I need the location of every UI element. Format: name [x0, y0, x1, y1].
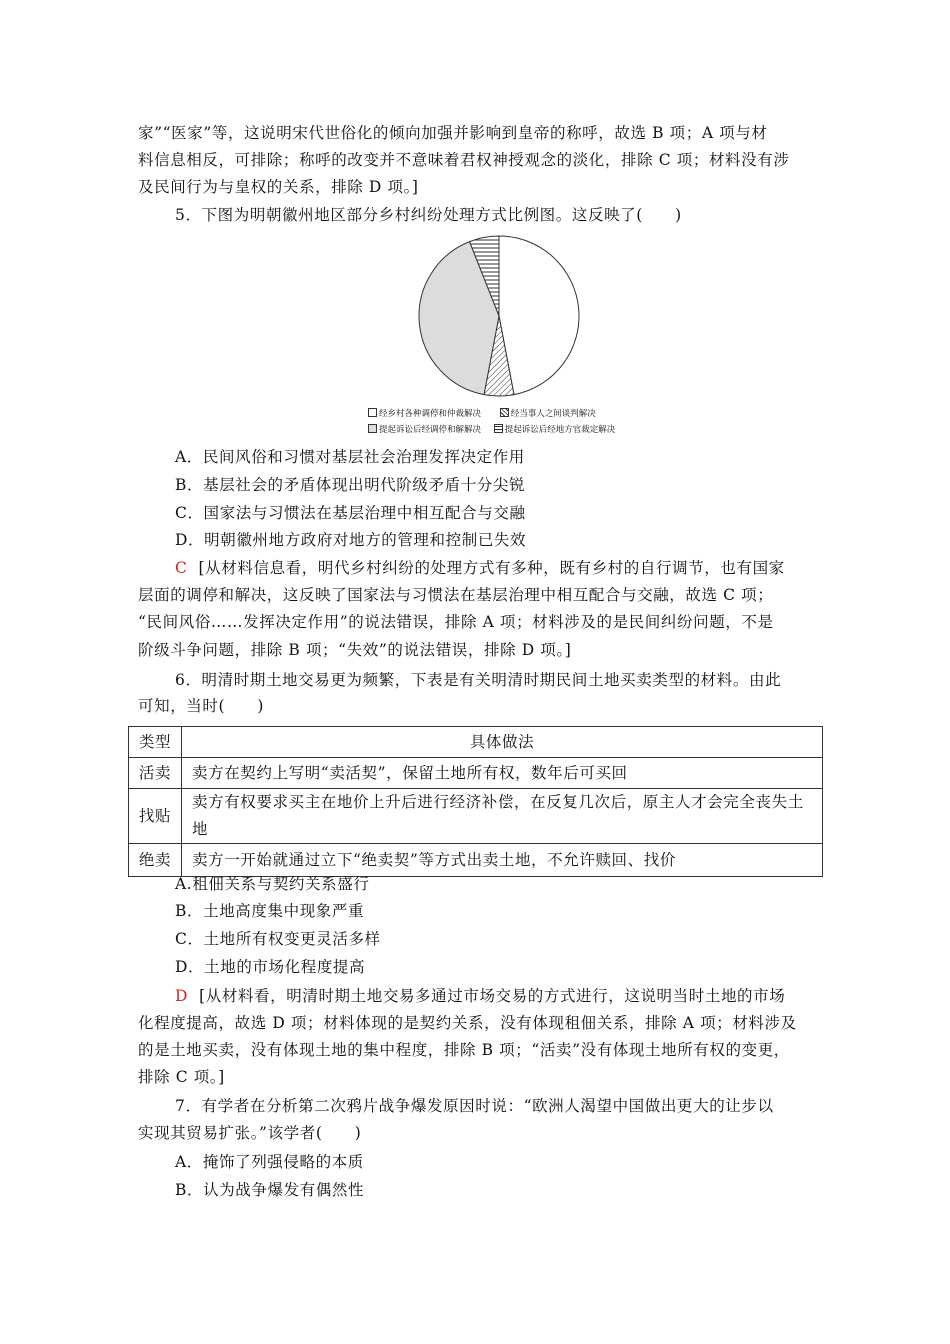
- table-header: 具体做法: [182, 727, 823, 758]
- legend-label: 提起诉讼后经调停和解解决: [379, 425, 482, 435]
- pie-chart: [410, 230, 590, 405]
- land-sale-table: [128, 726, 823, 877]
- question-stem: 可知，当时( ): [138, 697, 264, 715]
- question-stem: 5．下图为明朝徽州地区部分乡村纠纷处理方式比例图。这反映了( ): [175, 206, 682, 224]
- table-cell: 活卖: [129, 758, 182, 789]
- option-c: C．土地所有权变更灵活多样: [175, 930, 381, 948]
- legend-item: [494, 425, 616, 435]
- legend-swatch: [368, 408, 377, 417]
- table-cell: 卖方一开始就通过立下“绝卖契”等方式出卖土地，不允许赎回、找价: [182, 844, 823, 877]
- question-stem: 7．有学者在分析第二次鸦片战争爆发原因时说：“欧洲人渴望中国做出更大的让步以: [175, 1097, 774, 1115]
- legend-label: 经当事人之间谈判解决: [510, 409, 596, 419]
- legend-row: [368, 423, 615, 435]
- answer-letter: C: [175, 559, 188, 577]
- pie-slice-0: [499, 236, 579, 395]
- option-b: B．认为战争爆发有偶然性: [175, 1181, 365, 1199]
- table-cell: 找贴: [129, 789, 182, 844]
- legend-item: [368, 409, 481, 419]
- option-d: D．明朝徽州地方政府对地方的管理和控制已失效: [175, 531, 527, 549]
- text-line: 层面的调停和解决，这反映了国家法与习惯法在基层治理中相互配合与交融，故选 C 项；: [138, 586, 774, 604]
- option-b: B．基层社会的矛盾体现出明代阶级矛盾十分尖锐: [175, 476, 526, 494]
- table-row: [129, 844, 823, 877]
- table-cell: 卖方有权要求买主在地价上升后进行经济补偿，在反复几次后，原主人才会完全丧失土地: [182, 789, 823, 844]
- text-line: 料信息相反，可排除；称呼的改变并不意味着君权神授观念的淡化，排除 C 项；材料没有涉: [138, 151, 790, 169]
- legend-row: [368, 407, 596, 419]
- answer-letter: D: [175, 987, 189, 1005]
- question-stem: 实现其贸易扩张。”该学者( ): [138, 1124, 362, 1142]
- table-row: [129, 758, 823, 789]
- answer-line: [175, 558, 785, 578]
- table-header: 类型: [129, 727, 182, 758]
- legend-swatch: [494, 424, 503, 433]
- answer-text: [从材料看，明清时期土地交易多通过市场交易的方式进行，这说明当时土地的市场: [199, 987, 786, 1005]
- option-b: B．土地高度集中现象严重: [175, 902, 365, 920]
- legend-label: 提起诉讼后经地方官裁定解决: [504, 425, 616, 435]
- legend-item: [368, 425, 481, 435]
- table-cell: 卖方在契约上写明“卖活契”，保留土地所有权，数年后可买回: [182, 758, 823, 789]
- text-line: “民间风俗……发挥决定作用”的说法错误，排除 A 项；材料涉及的是民间纠纷问题，不是: [138, 613, 774, 631]
- text-line: 的是土地买卖，没有体现土地的集中程度，排除 B 项；“活卖”没有体现土地所有权的变更，: [138, 1041, 790, 1059]
- table-cell: 绝卖: [129, 844, 182, 877]
- text-line: 家”“医家”等，这说明宋代世俗化的倾向加强并影响到皇帝的称呼，故选 B 项；A 项与材: [138, 124, 768, 142]
- option-d: D．土地的市场化程度提高: [175, 958, 366, 976]
- table-header-row: [129, 727, 823, 758]
- answer-text: [从材料信息看，明代乡村纠纷的处理方式有多种，既有乡村的自行调节，也有国家: [198, 559, 785, 577]
- answer-line: [175, 986, 785, 1006]
- table-row: [129, 789, 823, 844]
- option-c: C．国家法与习惯法在基层治理中相互配合与交融: [175, 504, 526, 522]
- option-a: A.租佃关系与契约关系盛行: [175, 875, 370, 893]
- question-stem: 6．明清时期土地交易更为频繁，下表是有关明清时期民间土地买卖类型的材料。由此: [175, 671, 782, 689]
- option-a: A．民间风俗和习惯对基层社会治理发挥决定作用: [175, 448, 525, 466]
- legend-swatch: [368, 424, 377, 433]
- option-a: A．掩饰了列强侵略的本质: [175, 1153, 364, 1171]
- text-line: 化程度提高，故选 D 项；材料体现的是契约关系，没有体现租佃关系，排除 A 项；材料涉及: [138, 1014, 797, 1032]
- legend-label: 经乡村各种调停和仲裁解决: [379, 409, 482, 419]
- legend-item: [500, 409, 596, 419]
- legend-swatch: [500, 408, 509, 417]
- text-line: 阶级斗争问题，排除 B 项；“失效”的说法错误，排除 D 项。]: [138, 641, 572, 659]
- text-line: 排除 C 项。]: [138, 1068, 225, 1086]
- text-line: 及民间行为与皇权的关系，排除 D 项。]: [138, 178, 419, 196]
